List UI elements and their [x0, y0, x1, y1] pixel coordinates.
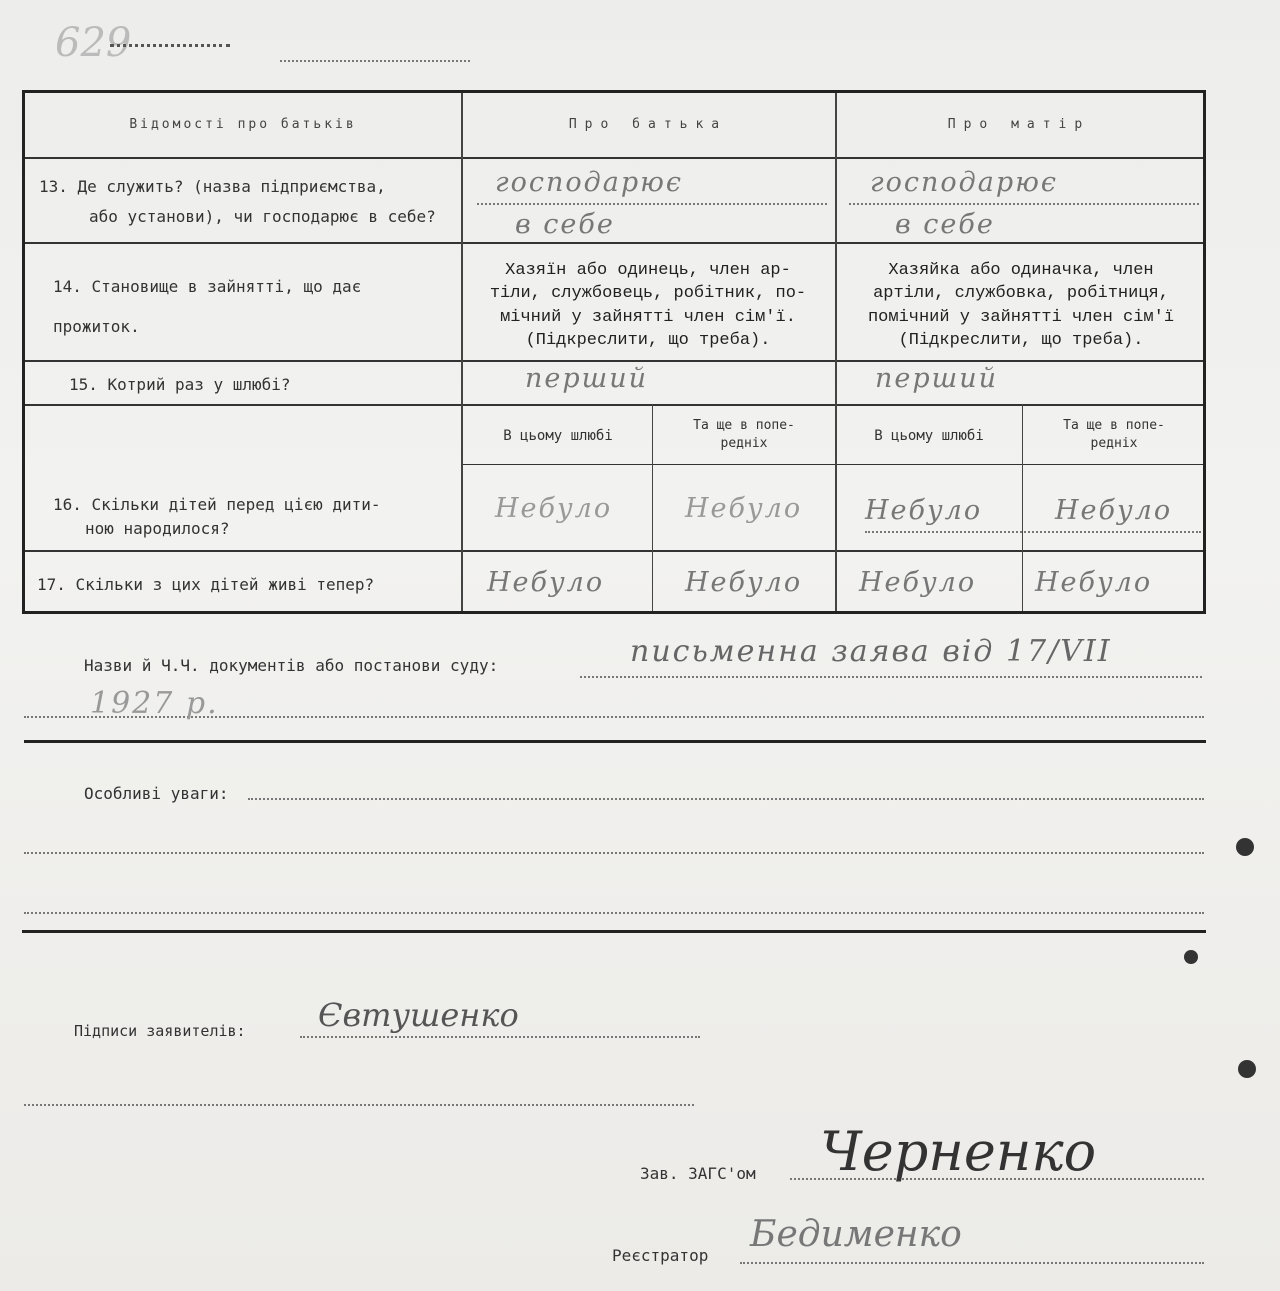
row-divider [25, 157, 1203, 159]
q17-mother-this: Небуло [859, 567, 977, 598]
registrar-label: Реєстратор [612, 1246, 709, 1265]
q14-label-line1: 14. Становище в зайнятті, що дає [53, 277, 362, 296]
q14-mother-options-line: артіли, службовка, робітниця, [873, 284, 1169, 304]
applicants-signature-label: Підписи заявителів: [74, 1022, 246, 1040]
q16-mother-this-marriage-header: В цьому шлюбі [874, 428, 984, 444]
column-divider [835, 93, 837, 611]
q13-mother-answer-1: господарює [870, 167, 1059, 198]
corner-scribble: 629 [55, 20, 132, 66]
header-mother: Про матір [947, 117, 1091, 132]
q14-label-line2: прожиток. [53, 317, 140, 336]
q14-mother-options-line: Хазяйка або одиначка, член [888, 261, 1154, 280]
q14-father-options-line: тіли, службовець, робітник, по- [489, 284, 807, 304]
q16-mother-this: Небуло [865, 495, 983, 526]
applicants-signature-line-2 [24, 1104, 694, 1106]
remarks-label: Особливі уваги: [84, 784, 229, 803]
q14-mother-options-line: (Підкреслити, що треба). [898, 331, 1144, 351]
q16-mother-previous-line: редніх [1090, 435, 1138, 451]
q14-mother-options-line: помічний у зайнятті член сім'ї [867, 307, 1175, 327]
registrar-line [740, 1262, 1204, 1264]
q16-label-line2: ною народилося? [85, 519, 230, 538]
top-ink-marks [110, 44, 230, 47]
q15-mother-answer: перший [875, 363, 999, 394]
q13-label-line1: 13. Де служить? (назва підприємства, [39, 177, 386, 196]
head-registry-signature: Черненко [820, 1120, 1097, 1183]
row-divider [25, 360, 1203, 362]
q16-father-previous-header [655, 417, 833, 452]
subcolumn-divider [1022, 404, 1023, 611]
q13-label-line2: або установи), чи господарює в себе? [89, 207, 436, 226]
q14-mother-options [839, 259, 1203, 353]
column-divider [461, 93, 463, 611]
q13-father-answer-1: господарює [495, 167, 684, 198]
q13-father-answer-2: в себе [515, 209, 615, 240]
remarks-line-2 [24, 852, 1204, 854]
top-ink-dots [280, 60, 470, 62]
head-registry-label: Зав. ЗАГС'ом [640, 1164, 756, 1183]
q16-father-previous-line: Та ще в попе- [693, 418, 795, 433]
q16-father-previous: Небуло [685, 493, 803, 524]
q16-label-line1: 16. Скільки дітей перед цією дити- [53, 495, 381, 514]
ink-blot [1236, 838, 1254, 856]
q13-father-line [477, 203, 827, 205]
subcolumn-divider [652, 404, 653, 611]
q13-mother-answer-2: в себе [895, 209, 995, 240]
remarks-line-3 [24, 912, 1204, 914]
q17-label: 17. Скільки з цих дітей живі тепер? [37, 575, 375, 594]
q16-father-this-marriage-header: В цьому шлюбі [503, 428, 613, 444]
q17-father-previous: Небуло [685, 567, 803, 598]
remarks-line-1 [248, 798, 1204, 800]
q17-father-this: Небуло [487, 567, 605, 598]
q14-father-options-line: мічний у зайнятті член сім'ї. [500, 307, 796, 327]
parents-info-table [22, 90, 1206, 614]
q16-mother-line [865, 531, 1201, 533]
ink-blot [1238, 1060, 1256, 1078]
q14-father-options [465, 259, 831, 353]
row-divider [25, 242, 1203, 244]
applicants-signature-line [300, 1036, 700, 1038]
ink-blot [1184, 950, 1198, 964]
documents-value-1: письменна заява від 17/VII [630, 634, 1112, 669]
q15-label: 15. Котрий раз у шлюбі? [69, 375, 291, 394]
header-father: Про батька [568, 117, 728, 132]
registrar-signature: Бедименко [750, 1214, 962, 1255]
section-rule [24, 740, 1206, 743]
q15-father-answer: перший [525, 363, 649, 394]
q16-mother-previous: Небуло [1055, 495, 1173, 526]
header-parents-info: Відомості про батьків [129, 117, 357, 132]
documents-label: Назви й Ч.Ч. документів або постанови суду: [84, 656, 499, 675]
applicants-signature: Євтушенко [318, 996, 519, 1034]
q16-mother-previous-header [1025, 417, 1203, 452]
q13-mother-line [849, 203, 1199, 205]
subheader-divider [461, 464, 1203, 465]
q14-father-options-line: Хазяїн або одинець, член ар- [505, 261, 791, 280]
q17-mother-previous: Небуло [1035, 567, 1153, 598]
q14-father-options-line: (Підкреслити, що треба). [525, 331, 771, 351]
section-rule [22, 930, 1206, 933]
q16-father-previous-line: редніх [720, 435, 768, 451]
row-divider [25, 404, 1203, 406]
documents-value-2: 1927 р. [90, 686, 219, 721]
documents-line-1 [580, 676, 1202, 678]
q16-father-this: Небуло [495, 493, 613, 524]
q16-mother-previous-line: Та ще в попе- [1063, 418, 1165, 433]
row-divider [25, 550, 1203, 552]
